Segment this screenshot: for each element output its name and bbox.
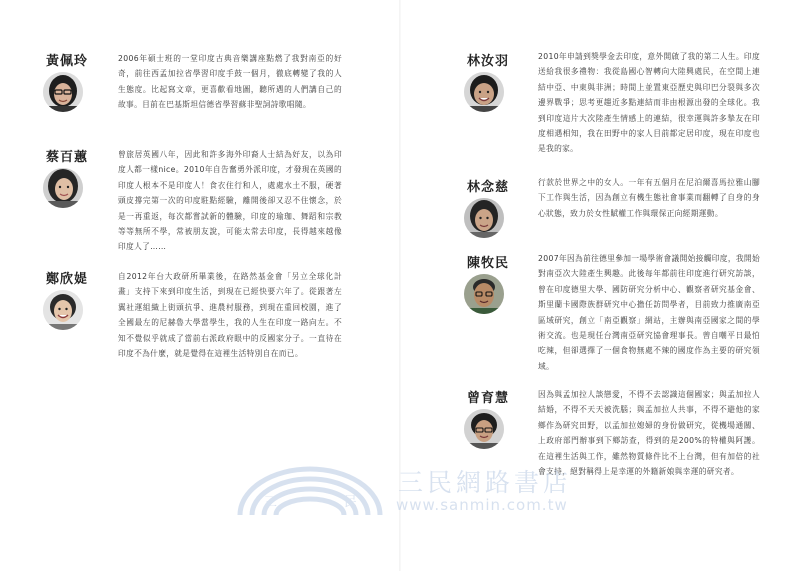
author-name: 曾育慧 (467, 391, 510, 406)
author-photo (464, 72, 504, 112)
author-bio: 自2012年台大政研所畢業後，在路然基金會「另立全球化計畫」支持下來到印度生活，到現在已經快要六年了。從跟著左翼社運組織上街頭抗爭、進農村服務，到現在重回校園，進了全國最左的尼赫魯大學當學生，我的人生在印度一路向左。不知不覺似乎就成了當前右派政府眼中的反國家分子。一直待在印度不為什麼，就是覺得在這裡生活特別自在而已。 (118, 272, 342, 359)
author-name: 鄭欣媞 (46, 272, 89, 287)
author-photo (464, 409, 504, 449)
author-bio: 行款於世界之中的女人。一年有五個月在尼泊爾喜馬拉雅山腳下工作與生活，因為創立有機生態社會事業而翻轉了自身的身心狀態，致力於女性賦權工作與環保正向經期運動。 (538, 178, 760, 218)
author-bio: 2006年碩士班的一堂印度古典音樂講座點燃了我對南亞的好奇，前往西孟加拉省學習印度手鼓一個月，徹底轉變了我的人生態度。比起寫文章，更喜歡看地圖，聽所遇的人們講自己的故事。目前在巴基斯坦信德省學習蘇非聖詞詩歌唱隨。 (118, 54, 342, 110)
author-photo (43, 290, 83, 330)
watermark-url: www.sanmin.com.tw (396, 496, 568, 514)
watermark-title: 三民網路書店 (398, 468, 573, 497)
author-photo (464, 198, 504, 238)
author-name: 黃佩玲 (46, 54, 89, 69)
author-name: 林汝羽 (467, 54, 510, 69)
author-photo (464, 274, 504, 314)
sanmin-logo-icon (230, 465, 390, 517)
author-bio: 曾旅居英國八年，因此和許多海外印裔人士結為好友，以為印度人都一樣nice。2010年自告奮勇外派印度，才發現在英國的印度人根本不是印度人！食衣住行和人，處處水土不服，硬著頭皮撐完第一次的印度駐點經驗，離開後卻又忍不住懷念，於是一再重返，每次都嘗試新的體驗，印度的瑜珈、舞蹈和宗教等等無所不學，常被朋友說，可能太常去印度，長得越來越像印度人了…… (118, 150, 342, 252)
author-bio: 2010年申請到獎學金去印度，意外開啟了我的第二人生。印度送給我很多禮物：我從島國心智轉向大陸興處民，在空間上連結中亞、中東與非洲；時間上並置東亞歷史與印巴分裂與多次邊界戰爭；思考更趨近多點連結而非由根源出發的全球化。我到印度這片大次陸產生情感上的連結，很幸運與許多摯友在印度相遇相知，我在田野中的家人目前都定居印度，現在印度也是我的家。 (538, 52, 760, 154)
logo-char-right: 民 (344, 495, 358, 510)
logo-char-left: 三 (264, 495, 278, 510)
author-name: 蔡百蕙 (46, 150, 89, 165)
author-bio: 因為與孟加拉人談戀愛，不得不去認識這個國家；與孟加拉人結婚，不得不天天被洗腦；與孟加拉人共事，不得不避他的家鄉作為研究田野，以孟加拉媳婦的身份做研究，從機場通關、上政府部門辦事到下鄉訪查，得到的是200%的特權與阿護。在這裡生活與工作，雖然物質條件比不上台灣，但有加倍的社會支持，絕對稱得上是幸運的外籍新娘與幸運的研究者。 (538, 390, 760, 477)
author-photo (43, 72, 83, 112)
author-photo (43, 168, 83, 208)
author-name: 林念慈 (467, 180, 510, 195)
author-name: 陳牧民 (467, 256, 510, 271)
sanmin-watermark (230, 463, 573, 523)
author-bio: 2007年因為前往德里參加一場學術會議開始接觸印度，我開始對南亞次大陸產生興趣。此後每年都前往印度進行研究訪談，曾在印度德里大學、國防研究分析中心、觀察者研究基金會、斯里蘭卡國際族群研究中心擔任訪問學者，目前致力推廣南亞區域研究，創立「南亞觀察」網站，主辦與南亞國家之間的學術交流。也是現任台灣南亞研究協會理事長。曾自嘲平日最怕吃辣，但卻選擇了一個食物無處不辣的國度作為主要的研究領域。 (538, 254, 760, 371)
